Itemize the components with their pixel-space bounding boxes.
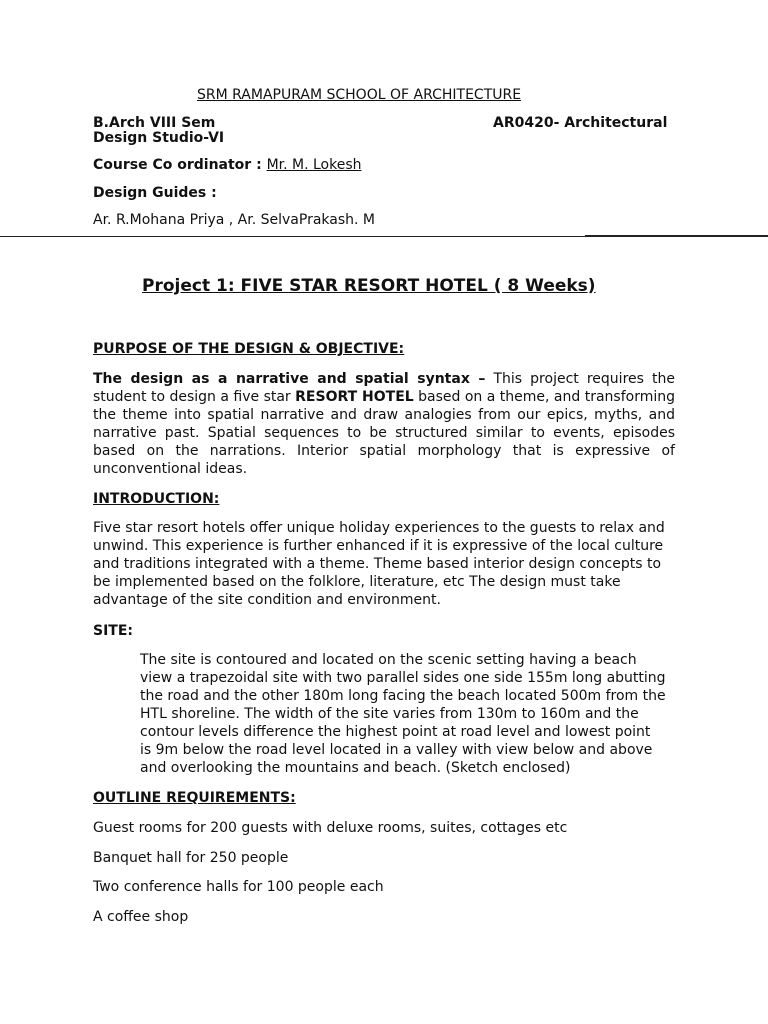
intro-line: Five star resort hotels offer unique holiday experiences to the guests to relax and bbox=[93, 520, 665, 536]
site-line: HTL shoreline. The width of the site varies from 130m to 160m and the bbox=[140, 706, 639, 722]
purpose-text-2: based on a theme, and transforming the theme into spatial narrative and draw analogies from our epics, myths, and narrative past. Spatial sequences to be structured similar to events, episodes based on the narrations. Interior spatial morphology that is expressive of unconventional ideas. bbox=[93, 389, 675, 477]
outline-item: A coffee shop bbox=[93, 909, 189, 925]
site-line: is 9m below the road level located in a valley with view below and above bbox=[140, 742, 653, 758]
outline-heading: OUTLINE REQUIREMENTS: bbox=[93, 790, 296, 806]
intro-line: be implemented based on the folklore, literature, etc The design must take bbox=[93, 574, 621, 590]
school-name: SRM RAMAPURAM SCHOOL OF ARCHITECTURE bbox=[197, 87, 522, 103]
site-line: view a trapezoidal site with two parallel sides one side 155m long abutting bbox=[140, 670, 666, 686]
outline-item: Guest rooms for 200 guests with deluxe rooms, suites, cottages etc bbox=[93, 820, 568, 836]
intro-line: unwind. This experience is further enhanced if it is expressive of the local culture bbox=[93, 538, 664, 554]
outline-item: Two conference halls for 100 people each bbox=[93, 879, 384, 895]
coordinator-line bbox=[93, 156, 362, 174]
studio-name: Design Studio-VI bbox=[93, 130, 225, 146]
introduction-heading: INTRODUCTION: bbox=[93, 491, 220, 507]
semester: B.Arch VIII Sem bbox=[93, 115, 216, 131]
site-line: and overlooking the mountains and beach. (Sketch enclosed) bbox=[140, 760, 571, 776]
intro-line: advantage of the site condition and environment. bbox=[93, 592, 441, 608]
coordinator-label: Course Co ordinator : bbox=[93, 157, 267, 173]
purpose-bold-resort: RESORT HOTEL bbox=[295, 389, 414, 405]
introduction-paragraph bbox=[93, 519, 693, 609]
purpose-lead: The design as a narrative and spatial syntax – bbox=[93, 371, 486, 387]
header-divider-accent bbox=[585, 235, 768, 237]
site-line: the road and the other 180m long facing the beach located 500m from the bbox=[140, 688, 666, 704]
outline-item: Banquet hall for 250 people bbox=[93, 850, 289, 866]
site-heading: SITE: bbox=[93, 623, 134, 639]
guides-names: Ar. R.Mohana Priya , Ar. SelvaPrakash. M bbox=[93, 212, 376, 228]
purpose-text-1: This project requires the student to design a five star bbox=[93, 371, 675, 405]
coordinator-name: Mr. M. Lokesh bbox=[266, 157, 362, 173]
purpose-heading: PURPOSE OF THE DESIGN & OBJECTIVE: bbox=[93, 341, 405, 357]
site-line: The site is contoured and located on the scenic setting having a beach bbox=[140, 652, 637, 668]
site-paragraph bbox=[140, 651, 700, 777]
course-code: AR0420- Architectural bbox=[493, 115, 668, 131]
purpose-paragraph bbox=[93, 370, 675, 478]
project-title: Project 1: FIVE STAR RESORT HOTEL ( 8 Weeks) bbox=[142, 276, 596, 296]
guides-label: Design Guides : bbox=[93, 185, 217, 201]
site-line: contour levels difference the highest point at road level and lowest point bbox=[140, 724, 651, 740]
intro-line: and traditions integrated with a theme. Theme based interior design concepts to bbox=[93, 556, 662, 572]
